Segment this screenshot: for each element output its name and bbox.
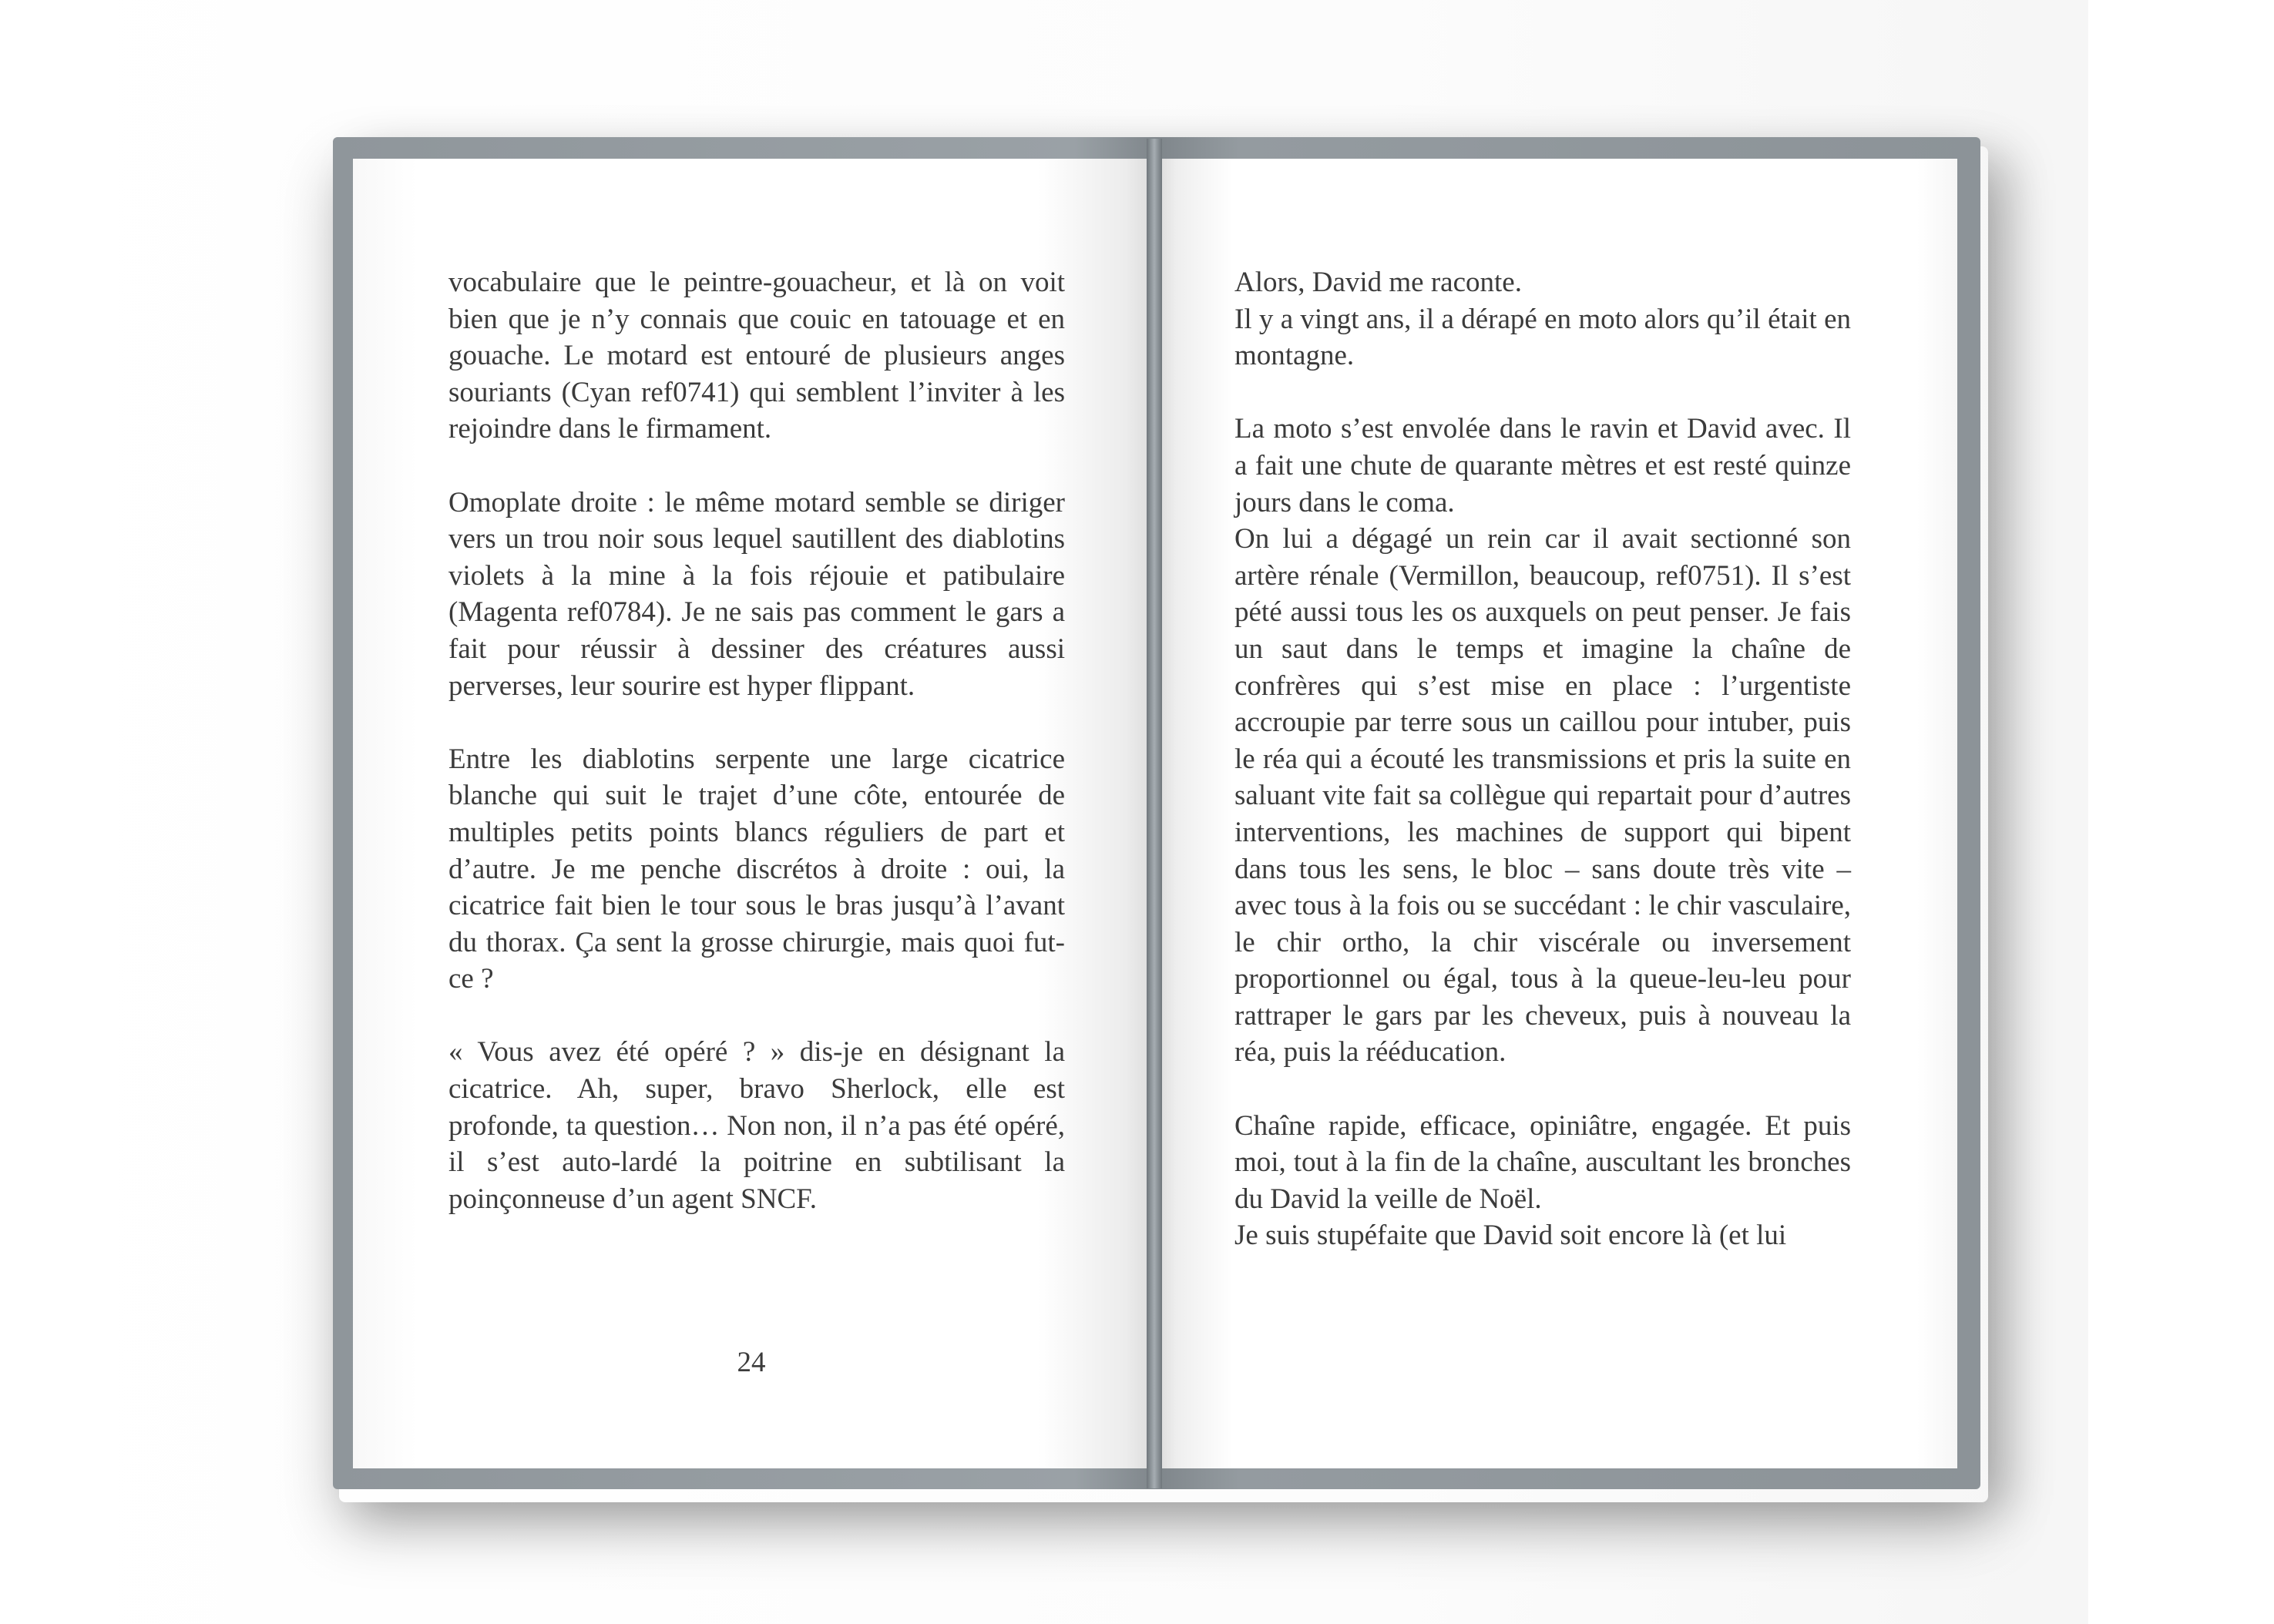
right-paragraph-6: Je suis stupéfaite que David soit encore là (et lui: [1234, 1220, 1787, 1252]
right-paragraph-2: Il y a vingt ans, il a dérapé en moto alors qu’il était en montagne.: [1234, 303, 1851, 372]
right-page-text: [1234, 264, 1851, 1254]
left-paragraph-2: Omoplate droite : le même motard semble se diriger vers un trou noir sous lequel sautillent des diablotins violets à la mine à la fois réjouie et patibulaire (Magenta ref0784). Je ne sais pas comment le gars a fait pour réussir à dessiner des créatures aussi perverses, leur sourire est hyper flippant.: [448, 486, 1065, 702]
background-strip: [2088, 0, 2274, 1624]
right-paragraph-4: On lui a dégagé un rein car il avait sectionné son artère rénale (Vermillon, beaucoup, ref0751). Il s’est pété aussi tous les os auxquels on peut penser. Je fais un saut dans le temps et imagine la chaîne de confrères qui s’est mise en place : l’urgentiste accroupie par terre sous un caillou pour intuber, puis le réa qui a écouté les transmissions et pris la suite en saluant vite fait sa collègue qui repartait pour d’autres interventions, les machines de support qui bipent dans tous les sens, le bloc – sans doute très vite – avec tous à la fois ou se succédant : le chir vasculaire, le chir ortho, la chir viscérale ou inversement proportionnel ou égal, tous à la queue-leu-leu pour rattraper le gars par les cheveux, puis à nouveau la réa, puis la rééducation.: [1234, 523, 1851, 1069]
left-paragraph-1: vocabulaire que le peintre-gouacheur, et là on voit bien que je n’y connais que couic en tatouage et en gouache. Le motard est entouré de plusieurs anges souriants (Cyan ref0741) qui semblent l’inviter à les rejoindre dans le firmament.: [448, 267, 1065, 445]
right-paragraph-3: La moto s’est envolée dans le ravin et David avec. Il a fait une chute de quarante mètres et est resté quinze jours dans le coma.: [1234, 413, 1851, 518]
left-paragraph-3: Entre les diablotins serpente une large cicatrice blanche qui suit le trajet d’une côte, entourée de multiples petits points blancs réguliers de part et d’autre. Je me penche discrétos à droite : oui, la cicatrice fait bien le tour sous le bras jusqu’à l’avant du thorax. Ça sent la grosse chirurgie, mais quoi fut-ce ?: [448, 743, 1065, 995]
right-paragraph-5: Chaîne rapide, efficace, opiniâtre, engagée. Et puis moi, tout à la fin de la chaîne, auscultant les bronches du David la veille de Noël.: [1234, 1109, 1851, 1215]
page-number: 24: [737, 1347, 766, 1378]
book-spine: [1147, 139, 1162, 1488]
left-paragraph-4: « Vous avez été opéré ? » dis-je en désignant la cicatrice. Ah, super, bravo Sherlock, elle est profonde, ta question… Non non, il n’a pas été opéré, il s’est auto-lardé la poitrine en subtilisant la poinçonneuse d’un agent SNCF.: [448, 1036, 1065, 1215]
right-paragraph-1: Alors, David me raconte.: [1234, 267, 1522, 298]
left-page-text: [448, 264, 1065, 1217]
